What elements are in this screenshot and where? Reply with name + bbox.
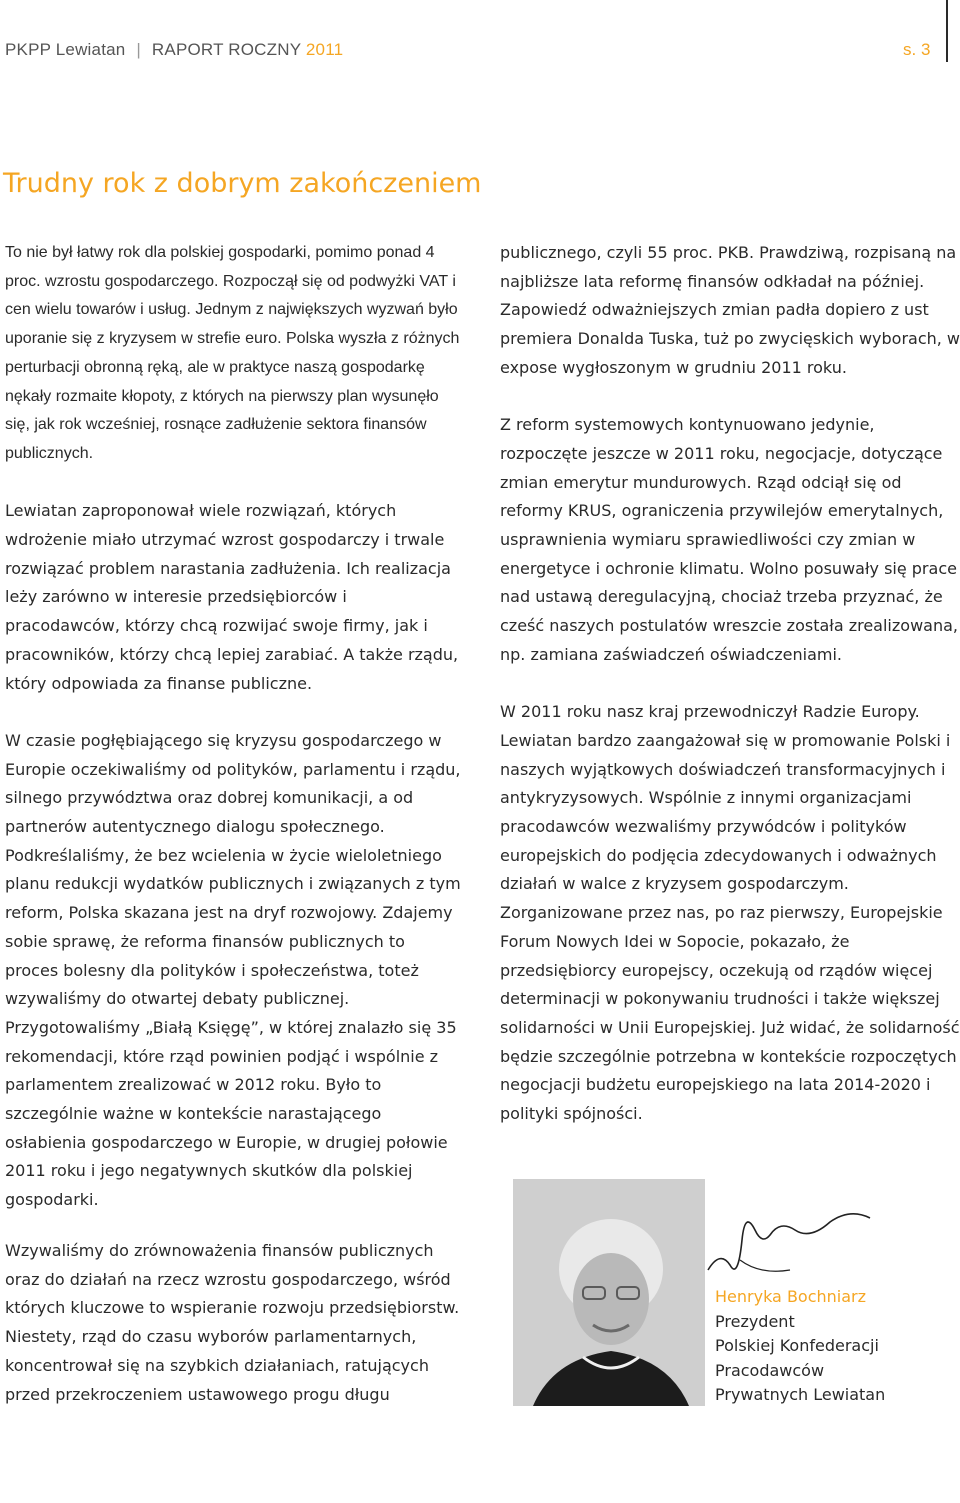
paragraph-proposals: Lewiatan zaproponował wiele rozwiązań, których wdrożenie miało utrzymać wzrost gospodarczy i trwale rozwiązać problem narastania zadłużenia. Ich realizacja leży zarówno w interesie przedsiębiorców i pracodawców, którzy chcą rozwijać swoje firmy, jak i pracowników, którzy chcą lepiej zarabiać. A także rządu, który odpowiada za finanse publiczne. [5, 501, 459, 693]
header-year: 2011 [305, 40, 344, 59]
signatory-name: Henryka Bochniarz [715, 1287, 867, 1306]
signatory-role-line: Prywatnych Lewiatan [715, 1385, 886, 1404]
paragraph-europe: W 2011 roku nasz kraj przewodniczył Radzie Europy. Lewiatan bardzo zaangażował się w promowanie Polski i naszych wyjątkowych doświadczeń transformacyjnych i antykryzysowych. Wspólnie z innymi organizacjami pracodawców wezwaliśmy przywódców i polityków europejskich do podjęcia zdecydowanych i odważnych działań w walce z kryzysem gospodarczym. Zorganizowane przez nas, po raz pierwszy, Europejskie Forum Nowych Idei w Sopocie, pokazało, że przedsiębiorcy europejscy, oczekują od rządów więcej determinacji w pokonywaniu trudności i także większej solidarności w Unii Europejskiej. Już widać, że solidarność będzie szczególnie potrzebna w kontekście rozpoczętych negocjacji budżetu europejskiego na lata 2014-2020 i polityki spójności. [500, 702, 960, 1124]
right-column [500, 239, 960, 1157]
header-rule [946, 0, 948, 62]
paragraph-intro: To nie był łatwy rok dla polskiej gospodarki, pomimo ponad 4 proc. wzrostu gospodarczego. Rozpoczął się od podwyżki VAT i cen wielu towarów i usług. Jednym z największych wyzwań było uporanie się z kryzysem w strefie euro. Polska wyszła z różnych perturbacji obronną ręką, ale w praktyce naszą gospodarkę nękały rozmaite kłopoty, z których na pierwszy plan wysunęło się, jak rok wcześniej, rosnące zadłużenie sektora finansów publicznych. [5, 244, 460, 462]
handwritten-signature [700, 1200, 900, 1290]
paragraph-public-debt: publicznego, czyli 55 proc. PKB. Prawdziwą, rozpisaną na najbliższe lata reformę finansów odkładał na później. Zapowiedź odważniejszych zmian padła dopiero z ust premiera Donalda Tuska, tuż po zwycięskich wyborach, w expose wygłoszonym w grudniu 2011 roku. [500, 243, 960, 377]
signature-caption [715, 1285, 885, 1408]
signatory-role-line: Polskiej Konfederacji [715, 1336, 879, 1355]
header-separator: | [136, 40, 141, 59]
page-title: Trudny rok z dobrym zakończeniem [3, 168, 482, 199]
page-number: s. 3 [903, 40, 931, 59]
portrait-photo [513, 1179, 705, 1406]
running-header [5, 40, 343, 60]
signatory-role-line: Prezydent [715, 1311, 795, 1331]
header-report: RAPORT ROCZNY [151, 40, 301, 59]
left-column [5, 239, 463, 1244]
left-column-bottom [5, 1237, 463, 1438]
signatory-role-line: Pracodawców [715, 1360, 825, 1380]
paragraph-crisis: W czasie pogłębiającego się kryzysu gospodarczego w Europie oczekiwaliśmy od polityków, parlamentu i rządu, silnego przywództwa oraz dobrej komunikacji, a od partnerów autentycznego dialogu społecznego. Podkreślaliśmy, że bez wcielenia w życie wieloletniego planu redukcji wydatków publicznych i związanych z tym reform, Polska skazana jest na dryf rozwojowy. Zdajemy sobie sprawę, że reforma finansów publicznych to proces bolesny dla polityków i społeczeństwa, toteż wzywaliśmy do otwartej debaty publicznej. Przygotowaliśmy „Białą Księgę”, w której znalazło się 35 rekomendacji, które rząd powinien podjąć i wspólnie z parlamentem zrealizować w 2012 roku. Było to szczególnie ważne w kontekście narastającego osłabienia gospodarczego w Europie, w drugiej połowie 2011 roku i jego negatywnych skutków dla polskiej gospodarki. [5, 730, 461, 1210]
header-org: PKPP Lewiatan [5, 40, 126, 59]
paragraph-balance: Wzywaliśmy do zrównoważenia finansów publicznych oraz do działań na rzecz wzrostu gospodarczego, wśród których kluczowe to wspieranie rozwoju przedsiębiorstw. Niestety, rząd do czasu wyborów parlamentarnych, koncentrował się na szybkich działaniach, ratujących przed przekroczeniem ustawowego progu długu [5, 1241, 460, 1404]
paragraph-reforms: Z reform systemowych kontynuowano jedynie, rozpoczęte jeszcze w 2011 roku, negocjacje, dotyczące zmian emerytur mundurowych. Rząd odciął się od reformy KRUS, ograniczenia przywilejów emerytalnych, usprawnienia wymiaru sprawiedliwości czy zmian w energetyce i ochronie klimatu. Wolno posuwały się prace nad ustawą deregulacyjną, chociaż trzeba przyznać, że cześć naszych postulatów wreszcie została zrealizowana, np. zamiana zaświadczeń oświadczeniami. [500, 415, 958, 664]
